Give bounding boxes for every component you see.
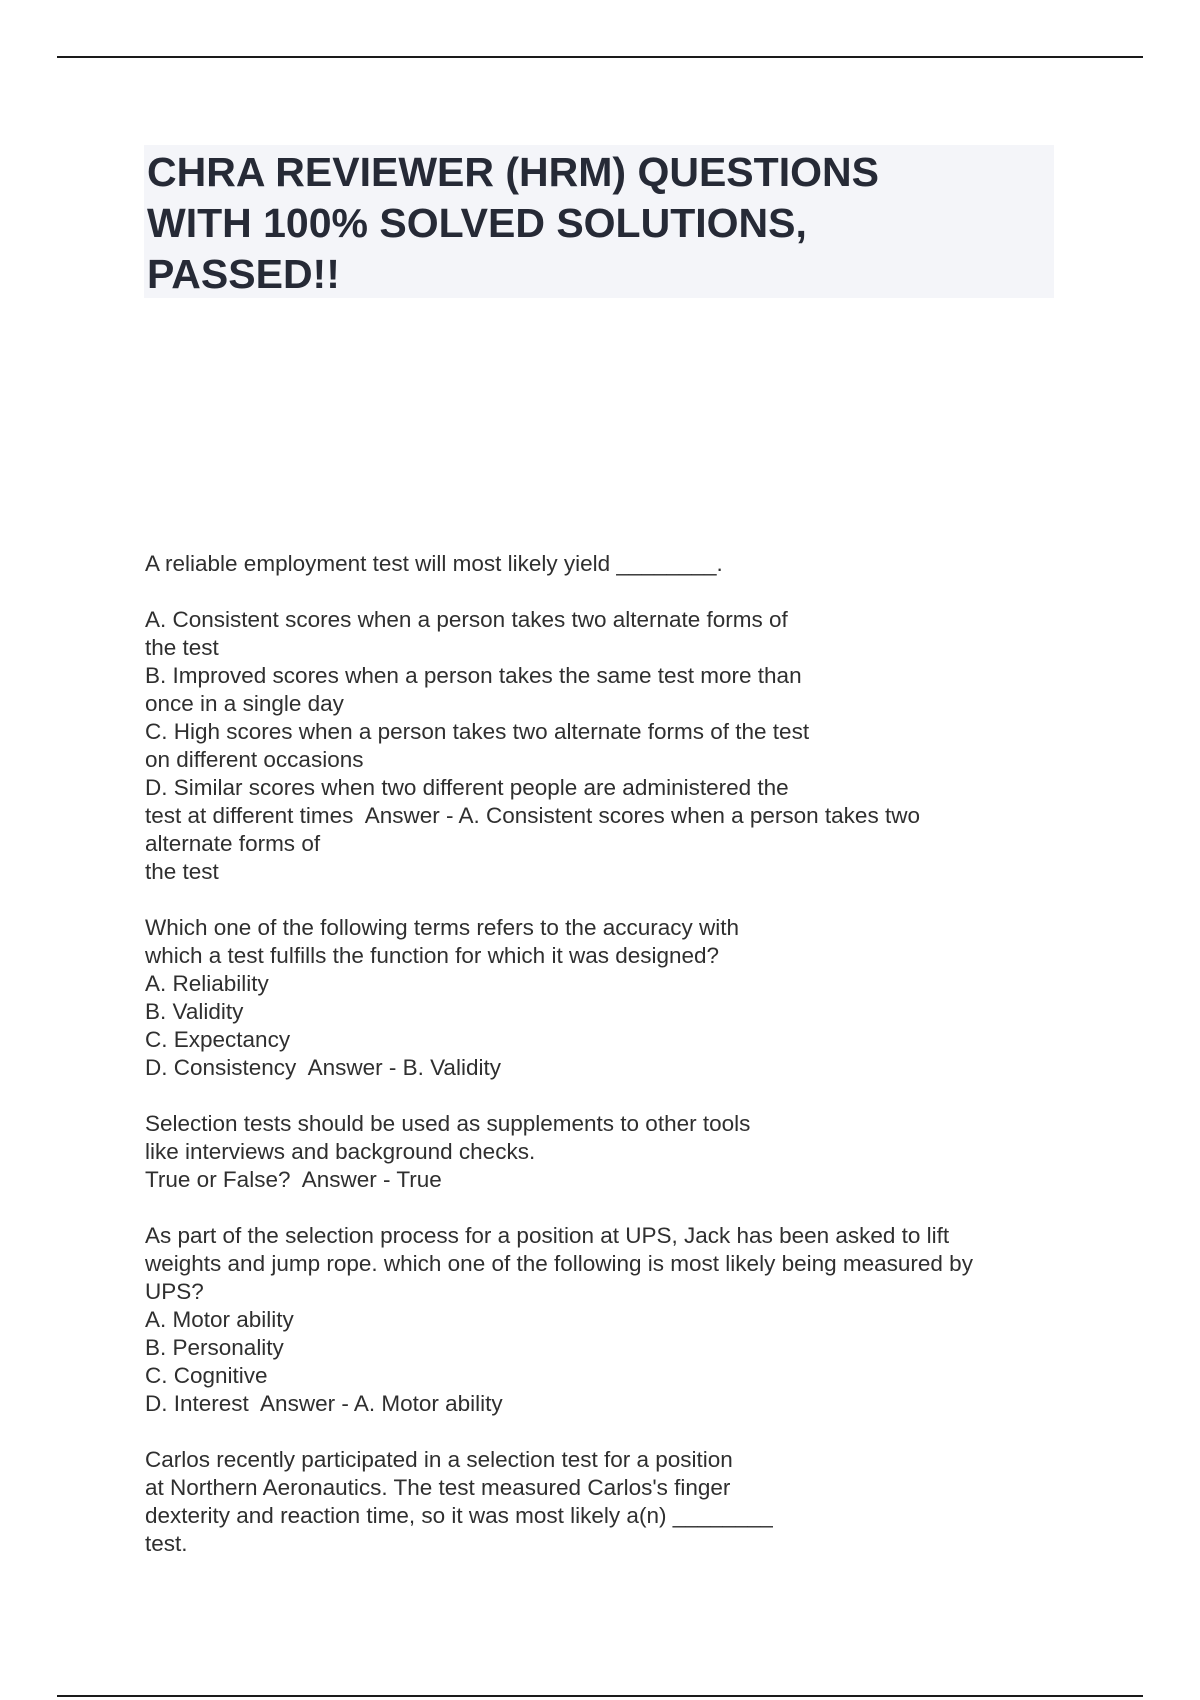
- option-line: A. Motor ability: [145, 1307, 294, 1332]
- question-text: UPS?: [145, 1279, 204, 1304]
- answer-line: D. Interest Answer - A. Motor ability: [145, 1391, 503, 1416]
- question-2: [145, 914, 1065, 1082]
- spacer: [145, 1194, 1065, 1222]
- spacer: [145, 886, 1065, 914]
- question-text: which a test fulfills the function for which it was designed?: [145, 943, 720, 968]
- question-5: [145, 1446, 1065, 1558]
- document-title: [144, 145, 1054, 298]
- option-line: D. Similar scores when two different people are administered the: [145, 775, 789, 800]
- option-line: A. Consistent scores when a person takes two alternate forms of: [145, 607, 788, 632]
- title-line-3: PASSED!!: [147, 251, 340, 297]
- option-line: once in a single day: [145, 691, 344, 716]
- spacer: [145, 1082, 1065, 1110]
- option-line: B. Improved scores when a person takes the same test more than: [145, 663, 802, 688]
- question-text: like interviews and background checks.: [145, 1139, 536, 1164]
- header-rule: [57, 56, 1143, 58]
- answer-line: D. Consistency Answer - B. Validity: [145, 1055, 501, 1080]
- answer-line: test at different times Answer - A. Consistent scores when a person takes two: [145, 803, 920, 828]
- option-line: C. Expectancy: [145, 1027, 291, 1052]
- option-line: on different occasions: [145, 747, 364, 772]
- spacer: [145, 578, 1065, 606]
- answer-line: True or False? Answer - True: [145, 1167, 442, 1192]
- question-1: [145, 550, 1065, 886]
- question-text: weights and jump rope. which one of the following is most likely being measured by: [145, 1251, 973, 1276]
- question-text: A reliable employment test will most likely yield ________.: [145, 551, 723, 576]
- answer-line: the test: [145, 859, 219, 884]
- question-4: [145, 1222, 1065, 1418]
- question-3: [145, 1110, 1065, 1194]
- option-line: C. High scores when a person takes two alternate forms of the test: [145, 719, 810, 744]
- question-text: Selection tests should be used as supplements to other tools: [145, 1111, 751, 1136]
- answer-line: alternate forms of: [145, 831, 321, 856]
- questions-body: [145, 550, 1065, 1558]
- option-line: B. Personality: [145, 1335, 284, 1360]
- title-line-2: WITH 100% SOLVED SOLUTIONS,: [147, 200, 807, 246]
- footer-rule: [57, 1695, 1143, 1697]
- question-text: at Northern Aeronautics. The test measured Carlos's finger: [145, 1475, 731, 1500]
- option-line: A. Reliability: [145, 971, 269, 996]
- question-text: Which one of the following terms refers to the accuracy with: [145, 915, 740, 940]
- question-text: dexterity and reaction time, so it was most likely a(n) ________: [145, 1503, 773, 1528]
- option-line: C. Cognitive: [145, 1363, 268, 1388]
- option-line: the test: [145, 635, 219, 660]
- question-text: Carlos recently participated in a selection test for a position: [145, 1447, 733, 1472]
- question-text: test.: [145, 1531, 188, 1556]
- title-line-1: CHRA REVIEWER (HRM) QUESTIONS: [147, 149, 879, 195]
- question-text: As part of the selection process for a position at UPS, Jack has been asked to lift: [145, 1223, 950, 1248]
- option-line: B. Validity: [145, 999, 244, 1024]
- spacer: [145, 1418, 1065, 1446]
